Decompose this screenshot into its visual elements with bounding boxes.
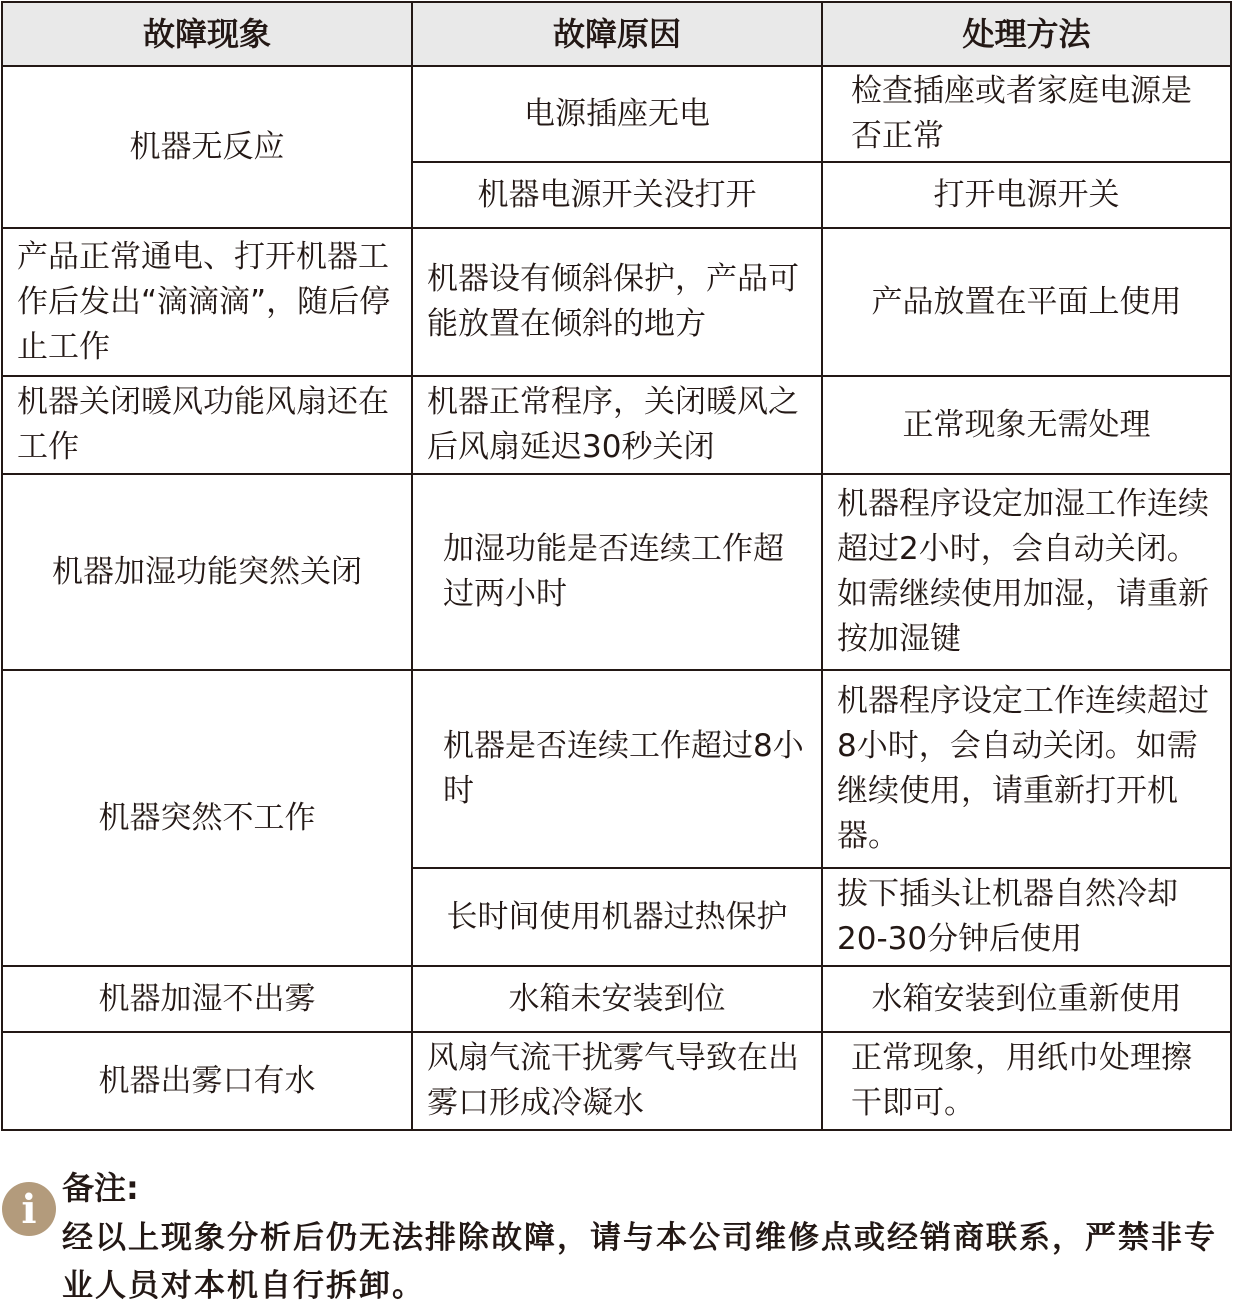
solution-cell: 打开电源开关 [822,162,1231,228]
column-header-solution: 处理方法 [822,2,1231,66]
solution-cell: 机器程序设定工作连续超过8小时，会自动关闭。如需继续使用，请重新打开机器。 [822,670,1231,868]
symptom-cell: 机器无反应 [2,66,412,228]
symptom-cell: 机器突然不工作 [2,670,412,966]
symptom-cell: 机器加湿不出雾 [2,966,412,1032]
table-row [2,1032,1231,1130]
table-row [2,966,1231,1032]
table-row [2,66,1231,162]
cause-cell: 水箱未安装到位 [412,966,822,1032]
column-header-cause: 故障原因 [412,2,822,66]
cause-cell: 加湿功能是否连续工作超过两小时 [412,474,822,670]
symptom-cell: 机器加湿功能突然关闭 [2,474,412,670]
solution-cell: 产品放置在平面上使用 [822,228,1231,376]
table-row [2,376,1231,474]
table-header-row [2,2,1231,66]
solution-cell: 正常现象无需处理 [822,376,1231,474]
troubleshooting-table [1,1,1232,1131]
symptom-cell: 产品正常通电、打开机器工作后发出“滴滴滴”，随后停止工作 [2,228,412,376]
solution-cell: 水箱安装到位重新使用 [822,966,1231,1032]
column-header-symptom: 故障现象 [2,2,412,66]
notes-body: 经以上现象分析后仍无法排除故障，请与本公司维修点或经销商联系，严禁非专业人员对本机自行拆卸。 [62,1220,1217,1304]
solution-cell: 拔下插头让机器自然冷却20-30分钟后使用 [822,868,1231,966]
cause-cell: 机器电源开关没打开 [412,162,822,228]
cause-cell: 风扇气流干扰雾气导致在出雾口形成冷凝水 [412,1032,822,1130]
solution-cell: 检查插座或者家庭电源是否正常 [822,66,1231,162]
solution-cell: 正常现象，用纸巾处理擦干即可。 [822,1032,1231,1130]
cause-cell: 机器设有倾斜保护，产品可能放置在倾斜的地方 [412,228,822,376]
cause-cell: 机器正常程序，关闭暖风之后风扇延迟30秒关闭 [412,376,822,474]
table-row [2,228,1231,376]
table-row [2,474,1231,670]
solution-cell: 机器程序设定加湿工作连续超过2小时，会自动关闭。如需继续使用加湿，请重新按加湿键 [822,474,1231,670]
symptom-cell: 机器关闭暖风功能风扇还在工作 [2,376,412,474]
cause-cell: 电源插座无电 [412,66,822,162]
symptom-cell: 机器出雾口有水 [2,1032,412,1130]
cause-cell: 机器是否连续工作超过8小时 [412,670,822,868]
cause-cell: 长时间使用机器过热保护 [412,868,822,966]
info-icon: i [2,1182,56,1236]
notes-title: 备注: [62,1169,139,1207]
table-row [2,670,1231,868]
